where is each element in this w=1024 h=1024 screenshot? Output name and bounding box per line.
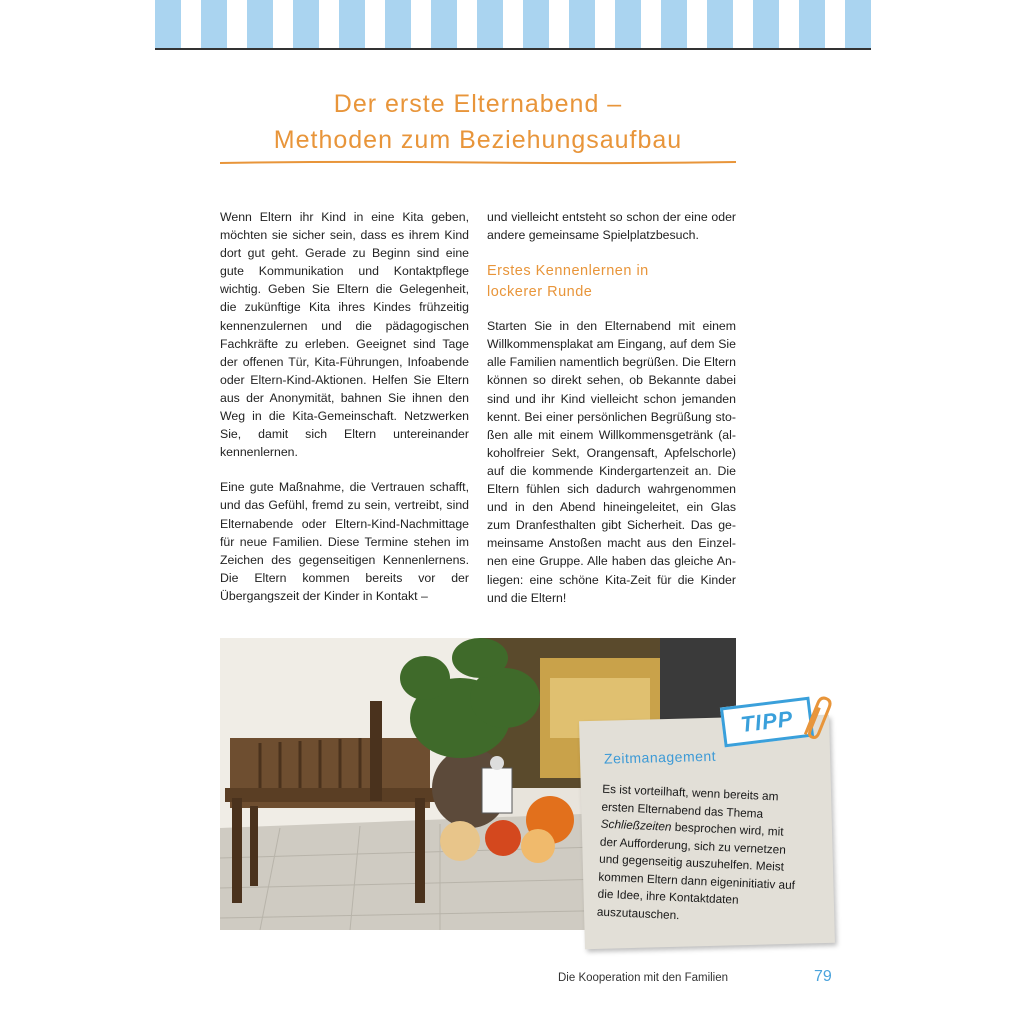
title-underline — [220, 160, 736, 165]
tip-body — [597, 781, 803, 930]
subheading-line-2: lockerer Runde — [487, 284, 593, 301]
tip-badge: TIPP — [720, 697, 814, 748]
tip-heading: Zeitmanagement — [603, 747, 717, 767]
subheading-line-1: Erstes Kennenlernen in — [487, 263, 649, 280]
tip-card — [579, 715, 835, 949]
decorative-stripe-band — [155, 0, 871, 48]
section-subheading — [487, 261, 736, 303]
tip-body-text: Es ist vorteilhaft, wenn bereits am ersten Elternabend das Thema — [601, 781, 779, 821]
running-footer: Die Kooperation mit den Familien — [558, 972, 729, 984]
text-column-left — [220, 208, 469, 622]
page-number: 79 — [814, 968, 832, 985]
text-column-right — [487, 208, 736, 624]
tip-body-emphasis: Schließzeiten — [600, 816, 672, 834]
paperclip-icon — [804, 694, 832, 744]
title-line-1: Der erste Elternabend – — [333, 90, 623, 118]
paragraph: Starten Sie in den Elternabend mit einem Willkommensplakat am Eingang, auf dem Sie alle Familien namentlich begrüßen. Die Eltern können so direkt sehen, ob Bekannte dabei sind und ihr Kind vielleicht schon jemanden kennt. Bei einer persönlichen Begrüßung stoßen alle mit einem Willkommensgetränk (alkoholfreier Sekt, Orangensaft, Apfelschorle) auf die kommende Kindergartenzeit an. Die Eltern fühlen sich dadurch wahrgenommen und in den Abend hineingeleitet, ein Glas zum Dranfesthalten gibt Sicherheit. Das gemeinsame Anstoßen macht aus den Einzelnen eine Gruppe. Alle haben das gleiche Anliegen: eine schöne Kita-Zeit für die Kinder und die Eltern! — [487, 319, 736, 605]
title-line-2: Methoden zum Beziehungsaufbau — [273, 126, 683, 154]
header-divider — [155, 48, 871, 50]
paragraph: Wenn Eltern ihr Kind in eine Kita geben, möchten sie sicher sein, dass es ihrem Kind dort gut geht. Gerade zu Beginn sind eine gute Kommunikation und Kontaktpflege wichtig. Geben Sie Eltern die Gelegenheit, die zukünftige Kita ihres Kindes frühzeitig kennenzulernen und die pädagogischen Fachkräfte zu erleben. Geeignet sind Tage der offenen Tür, Kita-Führungen, Infoabende oder Eltern-Kind-Aktionen. Helfen Sie Eltern aus der Anonymität, bahnen Sie ihnen den Weg in die Kita-Gemeinschaft. Netzwerken Sie, damit sich Eltern untereinander kennenlernen. — [220, 210, 469, 460]
page-title — [220, 86, 736, 158]
paragraph: und vielleicht entsteht so schon der eine oder andere gemeinsame Spielplatzbesuch. — [487, 210, 736, 243]
paragraph: Eine gute Maßnahme, die Vertrauen schafft, und das Gefühl, fremd zu sein, vertreibt, sind Elternabende oder Eltern-Kind-Nachmittage für neue Familien. Diese Termine stehen im Zeichen des gegenseitigen Kennenlernens. Die Eltern kommen bereits vor der Übergangszeit der Kinder in Kontakt – — [220, 480, 469, 603]
tip-body-text: besprochen wird, mit der Aufforderung, sich zu vernetzen und gegenseitig auszuhelfen. Meist kommen Eltern dann eigeninitiativ auf die Idee, ihre Kontaktdaten auszutauschen. — [596, 819, 796, 922]
